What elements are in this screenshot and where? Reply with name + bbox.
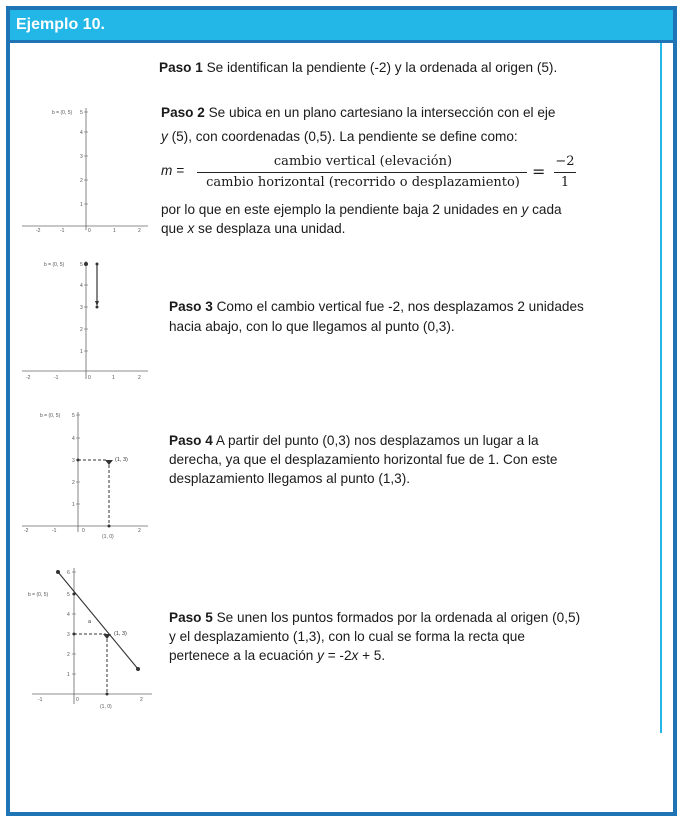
arrow-head <box>103 634 111 639</box>
step2-text-d2: se desplaza una unidad. <box>194 221 346 236</box>
step2-text-c1: por lo que en este ejemplo la pendiente baja 2 unidades en <box>161 202 522 217</box>
step5-text3b: = -2 <box>323 648 352 663</box>
y-tick-4: 4 <box>67 612 70 618</box>
arrow-head <box>95 301 99 306</box>
y-tick-4: 4 <box>80 283 83 289</box>
slope-mark: a <box>88 619 92 625</box>
y-tick-1: 1 <box>80 202 83 208</box>
x-tick-m2: -2 <box>24 528 29 534</box>
step5-label: Paso 5 <box>169 610 213 625</box>
step1-text: Se identifican la pendiente (-2) y la ordenada al origen (5). <box>202 60 558 75</box>
side-rule <box>660 43 662 733</box>
graph-step4 <box>18 408 153 542</box>
formula-rhs-line <box>554 172 576 173</box>
formula-rhs-denominator: 1 <box>560 175 570 190</box>
step4-line1 <box>169 431 651 451</box>
line-end-point <box>136 667 140 671</box>
step2-line1 <box>161 103 644 123</box>
x-tick-2: 2 <box>138 228 141 234</box>
x-tick-0: 0 <box>88 375 91 381</box>
step2-line4 <box>161 219 644 239</box>
x-tick-0: 0 <box>88 228 91 234</box>
formula-lhs <box>161 163 184 179</box>
step5-var-x: x <box>351 648 359 663</box>
x-tick-m1: -1 <box>38 697 43 703</box>
point-1-3-label: (1, 3) <box>114 631 127 637</box>
step2-text-c2: cada <box>528 202 562 217</box>
y-tick-3: 3 <box>72 458 75 464</box>
step2-label: Paso 2 <box>161 105 205 120</box>
formula-m: m = <box>161 163 185 178</box>
step1-paragraph <box>159 58 659 78</box>
y-tick-5: 5 <box>72 413 75 419</box>
y-tick-1: 1 <box>67 672 70 678</box>
b-point-label: b = (0, 5) <box>40 413 61 419</box>
point-1-0 <box>106 693 109 696</box>
step2-text-b: (5), con coordenadas (0,5). La pendiente se define como: <box>167 129 518 144</box>
point-0-5 <box>84 262 88 266</box>
step4-line3: desplazamiento llegamos al punto (1,3). <box>169 471 411 486</box>
x-tick-0: 0 <box>82 528 85 534</box>
x-tick-0: 0 <box>76 697 79 703</box>
graph-step5 <box>22 566 157 714</box>
x-tick-2: 2 <box>138 375 141 381</box>
y-tick-5: 5 <box>80 110 83 116</box>
x-tick-m2: -2 <box>36 228 41 234</box>
y-tick-3: 3 <box>80 305 83 311</box>
step5-var-y: y <box>317 648 324 663</box>
y-tick-3: 3 <box>80 154 83 160</box>
x-tick-2: 2 <box>140 697 143 703</box>
y-tick-3: 3 <box>67 632 70 638</box>
y-tick-6: 6 <box>67 570 70 576</box>
x-tick-m2: -2 <box>26 375 31 381</box>
step5-text1: Se unen los puntos formados por la ordenada al origen (0,5) <box>212 610 581 625</box>
x-tick-2: 2 <box>138 528 141 534</box>
y-tick-2: 2 <box>67 652 70 658</box>
point-1-0 <box>108 525 111 528</box>
formula-fraction-line <box>197 172 527 173</box>
x-tick-m1: -1 <box>52 528 57 534</box>
step5-text3a: pertenece a la ecuación <box>169 648 318 663</box>
step5-line2: y el desplazamiento (1,3), con lo cual se forma la recta que <box>169 629 525 644</box>
point-0-5 <box>73 593 76 596</box>
b-point-label: b = (0, 5) <box>44 262 65 268</box>
x-tick-m1: -1 <box>60 228 65 234</box>
line-start-point <box>56 570 60 574</box>
step2-line2 <box>161 127 644 147</box>
point-1-0-label: (1, 0) <box>100 704 112 710</box>
y-tick-2: 2 <box>80 327 83 333</box>
step5-text3c: + 5. <box>358 648 386 663</box>
y-tick-5: 5 <box>80 262 83 268</box>
step4-label: Paso 4 <box>169 433 213 448</box>
graph-step3 <box>18 257 153 385</box>
step5-line1 <box>169 608 651 628</box>
step3-text1: Como el cambio vertical fue -2, nos desplazamos 2 unidades <box>212 299 584 314</box>
formula-equals: = <box>532 162 546 181</box>
example-title: Ejemplo 10. <box>10 10 673 40</box>
step3-label: Paso 3 <box>169 299 213 314</box>
step4-line2: derecha, ya que el desplazamiento horizontal fue de 1. Con este <box>169 452 558 467</box>
graph-step2 <box>18 104 153 234</box>
step2-var-x: x <box>187 221 195 236</box>
x-tick-1: 1 <box>112 375 115 381</box>
x-tick-1: 1 <box>113 228 116 234</box>
y-tick-4: 4 <box>80 130 83 136</box>
point-1-0-label: (1, 0) <box>102 534 114 540</box>
step2-text-a: Se ubica en un plano cartesiano la intersección con el eje <box>204 105 556 120</box>
y-tick-1: 1 <box>80 349 83 355</box>
step2-var-y: y <box>161 129 168 144</box>
x-tick-m1: -1 <box>54 375 59 381</box>
point-1-3-label: (1, 3) <box>115 457 128 463</box>
y-tick-4: 4 <box>72 436 75 442</box>
step2-line3 <box>161 200 644 220</box>
arrow-head <box>105 460 113 465</box>
step2-text-d1: que <box>161 221 188 236</box>
y-tick-1: 1 <box>72 502 75 508</box>
step1-label: Paso 1 <box>159 60 203 75</box>
y-tick-2: 2 <box>80 178 83 184</box>
formula-rhs-numerator: −2 <box>555 154 575 169</box>
point-0-3 <box>96 306 99 309</box>
step3-line1 <box>169 297 651 317</box>
point-0-3 <box>73 633 76 636</box>
formula-numerator: cambio vertical (elevación) <box>273 154 453 169</box>
y-tick-2: 2 <box>72 480 75 486</box>
b-point-label: b = (0, 5) <box>28 592 49 598</box>
b-point-label: b = (0, 5) <box>52 110 73 116</box>
step5-line3 <box>169 646 651 666</box>
formula-denominator: cambio horizontal (recorrido o desplazamiento) <box>206 175 520 190</box>
line-y-eq-minus2x-plus5 <box>58 572 138 669</box>
step2-var-y2: y <box>521 202 529 217</box>
y-tick-5: 5 <box>67 592 70 598</box>
header-rule <box>10 40 673 43</box>
point-0-3 <box>77 459 80 462</box>
step4-text1: A partir del punto (0,3) nos desplazamos un lugar a la <box>212 433 539 448</box>
step3-line2: hacia abajo, con lo que llegamos al punto (0,3). <box>169 319 455 334</box>
